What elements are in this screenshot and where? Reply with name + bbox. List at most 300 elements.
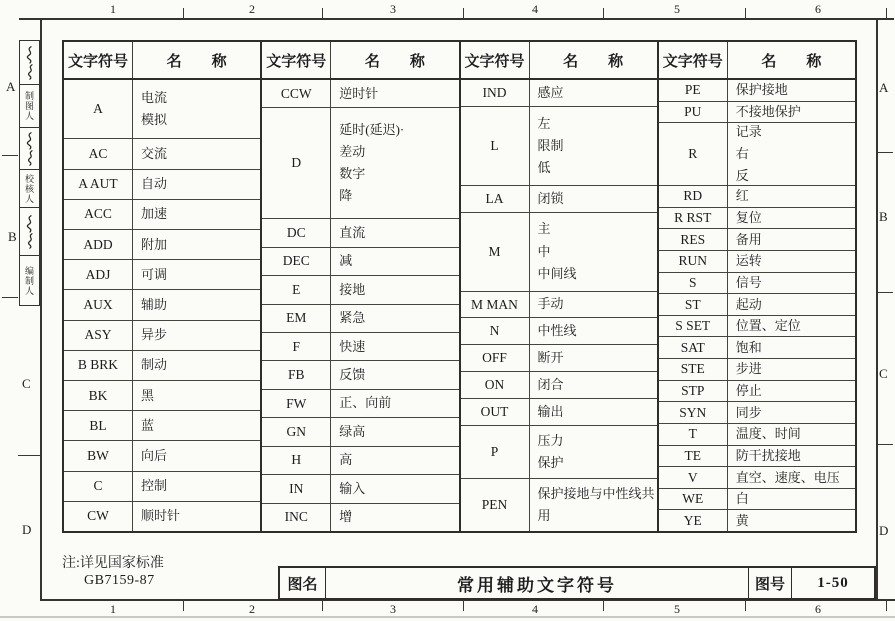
symbol-cell: F bbox=[262, 333, 331, 360]
name-cell bbox=[728, 337, 855, 358]
ruler-tick bbox=[603, 599, 604, 611]
symbol-cell: A AUT bbox=[64, 170, 133, 199]
ruler-number: 6 bbox=[815, 602, 821, 616]
name-line: 右 bbox=[735, 146, 749, 162]
zone-letter: C bbox=[879, 366, 888, 381]
table-row bbox=[262, 447, 458, 475]
name-cell bbox=[728, 316, 855, 337]
name-cell bbox=[331, 248, 458, 275]
ruler-tick bbox=[745, 599, 746, 611]
name-line: 主 bbox=[537, 221, 551, 237]
table-row bbox=[64, 200, 260, 230]
name-line: 位置、定位 bbox=[735, 318, 801, 334]
name-line: 不接地保护 bbox=[735, 103, 801, 119]
symbol-cell: D bbox=[262, 108, 331, 218]
name-line: 中性线 bbox=[537, 323, 577, 339]
name-line: 逆时针 bbox=[339, 85, 379, 101]
ruler-tick bbox=[183, 599, 184, 611]
name-cell bbox=[530, 426, 657, 478]
name-line: 接地 bbox=[339, 281, 366, 297]
name-line: 反馈 bbox=[339, 367, 366, 383]
name-line: 增 bbox=[339, 509, 353, 525]
column-header-row bbox=[461, 42, 657, 80]
name-line: 可调 bbox=[141, 266, 168, 282]
table-row bbox=[659, 102, 855, 124]
table-row bbox=[262, 80, 458, 108]
name-line: 信号 bbox=[735, 274, 762, 290]
drawing-name-label: 图名 bbox=[280, 568, 326, 598]
name-line: 记录 bbox=[735, 124, 762, 140]
zone-letter: D bbox=[879, 523, 889, 538]
name-line: 保护接地 bbox=[735, 82, 788, 98]
symbol-cell: P bbox=[461, 426, 530, 478]
drawing-title: 常用辅助文字符号 bbox=[457, 575, 617, 595]
signature-mark-icon bbox=[22, 43, 38, 82]
name-line: 红 bbox=[735, 188, 749, 204]
name-line: 直流 bbox=[339, 224, 366, 240]
ruler-tick bbox=[745, 8, 746, 19]
table-row bbox=[64, 351, 260, 381]
name-line: 输出 bbox=[537, 404, 564, 420]
table-row bbox=[64, 290, 260, 320]
zone-tick bbox=[877, 292, 893, 293]
name-cell bbox=[133, 472, 260, 501]
name-cell bbox=[530, 318, 657, 344]
symbol-cell: R RST bbox=[659, 208, 728, 229]
zone-letter: D bbox=[22, 522, 32, 537]
table-row bbox=[461, 292, 657, 319]
name-line: 反 bbox=[735, 168, 749, 184]
name-cell bbox=[331, 475, 458, 502]
name-line: 低 bbox=[537, 159, 551, 175]
column-header-name: 名 称 bbox=[563, 53, 624, 70]
table-row bbox=[461, 213, 657, 292]
table-row bbox=[659, 273, 855, 295]
table-row bbox=[262, 248, 458, 276]
symbol-cell: BK bbox=[64, 381, 133, 410]
name-cell bbox=[133, 170, 260, 199]
name-cell bbox=[133, 321, 260, 350]
symbol-cell: DEC bbox=[262, 248, 331, 275]
ruler-number: 3 bbox=[390, 2, 396, 16]
name-cell bbox=[728, 208, 855, 229]
zone-letter: C bbox=[22, 376, 31, 391]
column-header-symbol: 文字符号 bbox=[64, 42, 133, 78]
table-group-2 bbox=[260, 42, 458, 531]
name-line: 断开 bbox=[537, 350, 564, 366]
frame-right-line bbox=[876, 18, 878, 600]
symbol-cell: T bbox=[659, 424, 728, 445]
name-line: 中 bbox=[537, 243, 551, 259]
name-cell bbox=[728, 446, 855, 467]
symbol-cell: OFF bbox=[461, 345, 530, 371]
drawing-number: 1-50 bbox=[817, 574, 849, 591]
name-cell bbox=[133, 230, 260, 259]
name-cell bbox=[728, 381, 855, 402]
name-line: 快速 bbox=[339, 338, 366, 354]
symbol-cell: R bbox=[659, 123, 728, 185]
symbol-cell: RES bbox=[659, 229, 728, 250]
symbol-cell: STE bbox=[659, 359, 728, 380]
symbol-cell: ADJ bbox=[64, 260, 133, 289]
symbol-cell: M bbox=[461, 213, 530, 291]
name-line: 保护 bbox=[537, 455, 564, 471]
name-line: 黑 bbox=[141, 387, 155, 403]
name-line: 向后 bbox=[141, 447, 168, 463]
name-cell bbox=[133, 260, 260, 289]
name-cell bbox=[728, 467, 855, 488]
name-line: 交流 bbox=[141, 145, 168, 161]
symbol-cell: ST bbox=[659, 294, 728, 315]
ruler-number: 6 bbox=[815, 2, 821, 16]
symbol-cell: PE bbox=[659, 80, 728, 101]
symbol-cell: LA bbox=[461, 186, 530, 212]
symbol-cell: V bbox=[659, 467, 728, 488]
symbol-cell: CW bbox=[64, 502, 133, 531]
name-cell bbox=[331, 333, 458, 360]
name-line: 直空、速度、电压 bbox=[735, 469, 840, 485]
role-label-box bbox=[19, 169, 40, 209]
table-row bbox=[64, 472, 260, 502]
symbol-cell: RUN bbox=[659, 251, 728, 272]
table-row bbox=[262, 333, 458, 361]
signature-box bbox=[19, 127, 40, 170]
name-line: 中间线 bbox=[537, 265, 577, 281]
symbol-cell: C bbox=[64, 472, 133, 501]
ruler-number: 2 bbox=[249, 2, 255, 16]
name-cell bbox=[728, 186, 855, 207]
name-line: 感应 bbox=[537, 84, 564, 100]
symbol-cell: IN bbox=[262, 475, 331, 502]
symbol-cell: S SET bbox=[659, 316, 728, 337]
ruler-number: 1 bbox=[110, 602, 116, 616]
name-line: 白 bbox=[735, 491, 749, 507]
note-line-1: 注:详见国家标准 bbox=[62, 556, 164, 571]
table-row bbox=[659, 337, 855, 359]
symbol-cell: AC bbox=[64, 139, 133, 168]
role-label: 编制人 bbox=[24, 265, 34, 296]
table-group-4 bbox=[657, 42, 855, 531]
name-cell bbox=[331, 80, 458, 107]
name-cell bbox=[728, 102, 855, 123]
table-row bbox=[461, 107, 657, 186]
name-line: 控制 bbox=[141, 478, 168, 494]
name-cell bbox=[530, 399, 657, 425]
column-header-row bbox=[659, 42, 855, 80]
table-row bbox=[659, 489, 855, 511]
ruler-number: 4 bbox=[532, 602, 538, 616]
column-header-row bbox=[64, 42, 260, 80]
name-cell bbox=[728, 359, 855, 380]
table-row bbox=[659, 316, 855, 338]
name-cell bbox=[331, 305, 458, 332]
table-row bbox=[262, 276, 458, 304]
symbol-cell: RD bbox=[659, 186, 728, 207]
table-row bbox=[659, 251, 855, 273]
zone-letter: A bbox=[6, 79, 16, 94]
symbol-cell: ASY bbox=[64, 321, 133, 350]
name-line: 停止 bbox=[735, 383, 762, 398]
name-cell bbox=[728, 424, 855, 445]
table-row bbox=[659, 186, 855, 208]
name-cell bbox=[331, 276, 458, 303]
name-line: 备用 bbox=[735, 231, 762, 247]
name-line: 差动 bbox=[339, 144, 366, 160]
symbol-cell: E bbox=[262, 276, 331, 303]
name-cell bbox=[728, 294, 855, 315]
symbol-cell: FW bbox=[262, 390, 331, 417]
name-line: 输入 bbox=[339, 480, 366, 496]
table-row bbox=[659, 446, 855, 468]
name-line: 降 bbox=[339, 188, 353, 204]
table-row bbox=[64, 139, 260, 169]
signature-box bbox=[19, 207, 40, 256]
column-header-symbol: 文字符号 bbox=[461, 42, 530, 78]
ruler-tick bbox=[603, 8, 604, 19]
role-label: 校核人 bbox=[24, 173, 34, 204]
table-row bbox=[262, 504, 458, 531]
symbol-table bbox=[62, 40, 857, 533]
table-row bbox=[64, 260, 260, 290]
signature-mark-icon bbox=[22, 129, 38, 168]
name-cell bbox=[133, 411, 260, 440]
name-line: 减 bbox=[339, 253, 353, 269]
name-cell bbox=[530, 292, 657, 318]
symbol-cell: N bbox=[461, 318, 530, 344]
name-line: 异步 bbox=[141, 327, 168, 343]
name-line: 高 bbox=[339, 452, 353, 468]
frame-top-line bbox=[19, 18, 894, 20]
ruler-number: 3 bbox=[390, 602, 396, 616]
name-line: 电流 bbox=[141, 90, 168, 106]
table-row bbox=[659, 229, 855, 251]
name-cell bbox=[530, 372, 657, 398]
symbol-cell: B BRK bbox=[64, 351, 133, 380]
table-row bbox=[64, 441, 260, 471]
zone-tick bbox=[877, 444, 893, 445]
symbol-cell: GN bbox=[262, 418, 331, 445]
symbol-cell: CCW bbox=[262, 80, 331, 107]
name-line: 左 bbox=[537, 115, 551, 131]
ruler-tick bbox=[886, 599, 887, 611]
name-cell bbox=[133, 80, 260, 138]
ruler-tick bbox=[322, 599, 323, 611]
column-header-name: 名 称 bbox=[761, 53, 822, 70]
table-row bbox=[461, 399, 657, 426]
name-cell bbox=[728, 510, 855, 531]
name-line: 紧急 bbox=[339, 310, 366, 326]
name-cell bbox=[728, 229, 855, 250]
symbol-cell: L bbox=[461, 107, 530, 185]
ruler-number: 2 bbox=[249, 602, 255, 616]
table-row bbox=[659, 402, 855, 424]
table-row bbox=[64, 411, 260, 441]
signature-column bbox=[19, 40, 40, 313]
name-cell bbox=[133, 381, 260, 410]
name-cell bbox=[331, 418, 458, 445]
table-row bbox=[64, 80, 260, 139]
name-line: 压力 bbox=[537, 433, 564, 449]
symbol-cell: A bbox=[64, 80, 133, 138]
table-row bbox=[262, 108, 458, 219]
table-row bbox=[262, 418, 458, 446]
table-row bbox=[461, 318, 657, 345]
table-row bbox=[64, 321, 260, 351]
table-row bbox=[262, 475, 458, 503]
symbol-cell: FB bbox=[262, 361, 331, 388]
table-row bbox=[64, 170, 260, 200]
symbol-cell: TE bbox=[659, 446, 728, 467]
name-cell bbox=[530, 107, 657, 185]
table-group-3 bbox=[459, 42, 657, 531]
name-cell bbox=[728, 251, 855, 272]
signature-box bbox=[19, 40, 40, 85]
table-group-body bbox=[262, 80, 458, 531]
role-label-box bbox=[19, 84, 40, 129]
name-line: 保护接地与中性线共用 bbox=[537, 485, 655, 524]
role-label-box bbox=[19, 255, 40, 306]
symbol-cell: M MAN bbox=[461, 292, 530, 318]
name-cell bbox=[331, 108, 458, 218]
name-cell bbox=[530, 80, 657, 106]
symbol-cell: H bbox=[262, 447, 331, 474]
name-cell bbox=[331, 219, 458, 246]
name-line: 数字 bbox=[339, 166, 366, 182]
symbol-cell: ON bbox=[461, 372, 530, 398]
symbol-cell: DC bbox=[262, 219, 331, 246]
name-cell bbox=[331, 504, 458, 531]
name-cell bbox=[530, 479, 657, 531]
drawing-number-label: 图号 bbox=[748, 568, 792, 598]
table-row bbox=[659, 424, 855, 446]
column-header-symbol: 文字符号 bbox=[659, 42, 728, 78]
zone-tick bbox=[877, 152, 893, 153]
table-row bbox=[262, 305, 458, 333]
name-cell bbox=[530, 345, 657, 371]
table-row bbox=[659, 510, 855, 531]
table-row bbox=[659, 359, 855, 381]
table-row bbox=[262, 390, 458, 418]
symbol-cell: BW bbox=[64, 441, 133, 470]
name-line: 饱和 bbox=[735, 339, 762, 355]
name-cell bbox=[331, 447, 458, 474]
symbol-cell: PEN bbox=[461, 479, 530, 531]
name-line: 正、向前 bbox=[339, 395, 392, 411]
name-cell bbox=[133, 139, 260, 168]
symbol-cell: INC bbox=[262, 504, 331, 531]
name-line: 同步 bbox=[735, 404, 762, 420]
table-row bbox=[659, 208, 855, 230]
table-row bbox=[659, 80, 855, 102]
name-line: 限制 bbox=[537, 137, 564, 153]
column-header-symbol: 文字符号 bbox=[262, 42, 331, 78]
symbol-cell: ADD bbox=[64, 230, 133, 259]
table-row bbox=[64, 230, 260, 260]
name-line: 起动 bbox=[735, 296, 762, 312]
name-cell bbox=[133, 290, 260, 319]
name-line: 制动 bbox=[141, 357, 168, 373]
name-line: 温度、时间 bbox=[735, 426, 801, 442]
symbol-cell: BL bbox=[64, 411, 133, 440]
name-cell bbox=[728, 273, 855, 294]
ruler-number: 5 bbox=[674, 2, 680, 16]
name-line: 自动 bbox=[141, 176, 168, 192]
ruler-tick bbox=[886, 8, 887, 19]
name-line: 闭合 bbox=[537, 377, 564, 393]
ruler-number: 5 bbox=[674, 602, 680, 616]
ruler-tick bbox=[463, 8, 464, 19]
ruler-tick bbox=[463, 599, 464, 611]
name-cell bbox=[133, 441, 260, 470]
name-line: 防干扰接地 bbox=[735, 447, 801, 463]
name-line: 步进 bbox=[735, 361, 762, 377]
signature-mark-icon bbox=[22, 213, 38, 252]
table-row bbox=[461, 186, 657, 213]
table-group-body bbox=[659, 80, 855, 531]
symbol-cell: SAT bbox=[659, 337, 728, 358]
column-header-row bbox=[262, 42, 458, 80]
name-cell bbox=[331, 361, 458, 388]
name-line: 辅助 bbox=[141, 296, 168, 312]
frame-left-line bbox=[40, 18, 42, 600]
name-cell bbox=[728, 123, 855, 185]
name-line: 顺时针 bbox=[141, 508, 181, 524]
column-header-name: 名 称 bbox=[364, 53, 425, 70]
name-cell bbox=[530, 186, 657, 212]
table-group-body bbox=[64, 80, 260, 531]
ruler-number: 1 bbox=[110, 2, 116, 16]
symbol-cell: OUT bbox=[461, 399, 530, 425]
title-block bbox=[278, 566, 876, 600]
ruler-tick bbox=[322, 8, 323, 19]
name-cell bbox=[530, 213, 657, 291]
symbol-cell: SYN bbox=[659, 402, 728, 423]
table-row bbox=[659, 381, 855, 403]
zone-letter: A bbox=[879, 80, 889, 95]
table-row bbox=[461, 426, 657, 479]
name-line: 蓝 bbox=[141, 417, 155, 433]
name-line: 黄 bbox=[735, 512, 749, 528]
ruler-number: 4 bbox=[532, 2, 538, 16]
name-cell bbox=[728, 402, 855, 423]
table-row bbox=[64, 381, 260, 411]
zone-letter: B bbox=[879, 209, 888, 224]
symbol-cell: AUX bbox=[64, 290, 133, 319]
symbol-cell: S bbox=[659, 273, 728, 294]
name-cell bbox=[133, 200, 260, 229]
name-line: 复位 bbox=[735, 210, 762, 225]
name-line: 闭锁 bbox=[537, 190, 564, 206]
page-edge-shadow bbox=[0, 616, 895, 618]
column-header-name: 名 称 bbox=[166, 53, 227, 70]
note-line-2: GB7159-87 bbox=[84, 573, 155, 588]
zone-letter: B bbox=[8, 229, 17, 244]
table-group-body bbox=[461, 80, 657, 531]
name-line: 模拟 bbox=[141, 112, 168, 128]
symbol-cell: IND bbox=[461, 80, 530, 106]
table-row bbox=[659, 467, 855, 489]
name-cell bbox=[728, 80, 855, 101]
table-row bbox=[659, 123, 855, 186]
symbol-cell: EM bbox=[262, 305, 331, 332]
name-line: 加速 bbox=[141, 206, 168, 222]
table-row bbox=[461, 479, 657, 531]
zone-tick bbox=[18, 455, 40, 456]
symbol-cell: STP bbox=[659, 381, 728, 402]
name-cell bbox=[133, 351, 260, 380]
ruler-tick bbox=[183, 8, 184, 19]
table-row bbox=[659, 294, 855, 316]
